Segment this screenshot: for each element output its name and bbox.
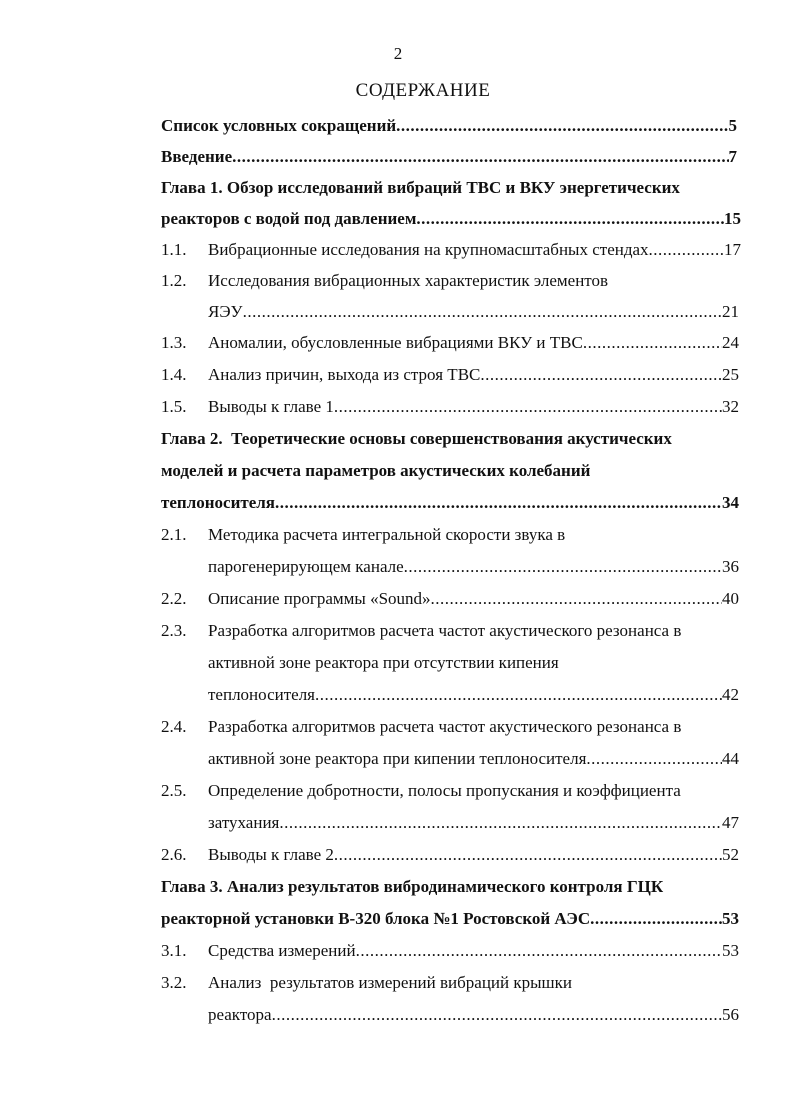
toc-chapter-3-line2 [161, 906, 739, 932]
dot-leader [431, 586, 722, 612]
toc-entry-text: Исследования вибрационных характеристик элементов [208, 271, 609, 290]
toc-page-number: 24 [722, 333, 739, 352]
toc-entry-3-2-line2 [208, 1002, 739, 1028]
toc-entry-number: 2.5. [161, 781, 187, 800]
dot-leader [232, 144, 728, 170]
toc-entry-number: 2.4. [161, 717, 187, 736]
toc-entry-text: Разработка алгоритмов расчета частот акустического резонанса в [208, 621, 682, 640]
toc-entry-text: Глава 3. Анализ результатов вибродинамического контроля ГЦК [161, 877, 664, 896]
toc-entry-2-4-line2 [208, 746, 739, 772]
toc-entry-3-1 [161, 938, 739, 964]
toc-chapter-2-line1 [161, 426, 761, 452]
toc-entry-2-3-line1 [161, 618, 761, 644]
toc-entry-text: Введение [161, 147, 233, 166]
toc-entry-text: ЯЭУ [208, 302, 243, 321]
toc-entry-2-5-line1 [161, 778, 761, 804]
toc-entry-1-2-line1 [161, 268, 761, 294]
toc-entry-text: моделей и расчета параметров акустических колебаний [161, 461, 591, 480]
toc-entry-3-2-line1 [161, 970, 761, 996]
toc-entry-2-3-line2 [208, 650, 748, 676]
toc-page-number: 25 [722, 365, 739, 384]
toc-page-number: 42 [722, 685, 739, 704]
toc-entry-text: Вибрационные исследования на крупномасштабных стендах [208, 240, 649, 259]
toc-entry-text: активной зоне реактора при отсутствии кипения [208, 653, 559, 672]
toc-entry-number: 1.2. [161, 271, 187, 290]
toc-entry-number: 3.2. [161, 973, 187, 992]
toc-page-number: 34 [722, 493, 739, 512]
dot-leader [243, 299, 722, 325]
toc-entry-2-1-line1 [161, 522, 761, 548]
toc-entry-2-6 [161, 842, 739, 868]
toc-page-number: 52 [722, 845, 739, 864]
toc-page-number: 5 [728, 116, 737, 135]
toc-entry-text: реактора [208, 1005, 272, 1024]
toc-chapter-2-line3 [161, 490, 739, 516]
toc-entry-2-3-line3 [208, 682, 739, 708]
toc-entry-2-5-line2 [208, 810, 739, 836]
dot-leader [272, 1002, 722, 1028]
dot-leader [649, 237, 724, 263]
toc-entry-text: теплоносителя [161, 493, 275, 512]
dot-leader [396, 113, 728, 139]
toc-page-number: 44 [722, 749, 739, 768]
toc-chapter-3-line1 [161, 874, 761, 900]
toc-entry-number: 2.2. [161, 589, 187, 608]
toc-entry-text: реакторной установки В-320 блока №1 Ростовской АЭС [161, 909, 591, 928]
toc-entry-text: реакторов с водой под давлением [161, 209, 417, 228]
toc-entry-text: теплоносителя [208, 685, 315, 704]
toc-entry-text: активной зоне реактора при кипении теплоносителя [208, 749, 587, 768]
toc-entry-text: Анализ результатов измерений вибраций крышки [208, 973, 572, 992]
dot-leader [416, 206, 724, 232]
toc-entry-number: 1.4. [161, 365, 187, 384]
toc-chapter-1-line1 [161, 175, 761, 201]
toc-entry-text: Глава 1. Обзор исследований вибраций ТВС и ВКУ энергетических [161, 178, 680, 197]
toc-entry-number: 1.3. [161, 333, 187, 352]
toc-entry-text: Анализ причин, выхода из строя ТВС [208, 365, 481, 384]
dot-leader [315, 682, 722, 708]
toc-entry-text: Описание программы «Sound» [208, 589, 431, 608]
toc-entry-1-5 [161, 394, 739, 420]
toc-page-number: 47 [722, 813, 739, 832]
dot-leader [279, 810, 722, 836]
toc-entry-number: 1.1. [161, 240, 187, 259]
toc-entry-text: парогенерирующем канале [208, 557, 404, 576]
dot-leader [590, 906, 722, 932]
toc-page-number: 17 [724, 240, 741, 259]
toc-entry-text: Определение добротности, полосы пропускания и коэффициента [208, 781, 681, 800]
toc-page-number: 36 [722, 557, 739, 576]
toc-page-number: 21 [722, 302, 739, 321]
toc-entry-introduction [161, 144, 737, 170]
toc-entry-number: 2.6. [161, 845, 187, 864]
toc-entry-number: 1.5. [161, 397, 187, 416]
dot-leader [404, 554, 722, 580]
toc-title-text: СОДЕРЖАНИЕ [355, 80, 491, 101]
toc-entry-text: Методика расчета интегральной скорости звука в [208, 525, 566, 544]
dot-leader [356, 938, 722, 964]
toc-page-number: 7 [728, 147, 737, 166]
toc-entry-text: затухания [208, 813, 280, 832]
dot-leader [586, 746, 722, 772]
toc-entry-2-1-line2 [208, 554, 739, 580]
toc-entry-text: Аномалии, обусловленные вибрациями ВКУ и ТВС [208, 333, 583, 352]
toc-page-number: 32 [722, 397, 739, 416]
dot-leader [334, 394, 722, 420]
toc-entry-1-4 [161, 362, 739, 388]
toc-entry-2-4-line1 [161, 714, 761, 740]
toc-entry-number: 2.3. [161, 621, 187, 640]
toc-entry-text: Разработка алгоритмов расчета частот акустического резонанса в [208, 717, 682, 736]
toc-chapter-1-line2 [161, 206, 741, 232]
toc-page-number: 53 [722, 941, 739, 960]
dot-leader [275, 490, 722, 516]
page-number: 2 [393, 44, 403, 63]
toc-entry-abbreviations [161, 113, 737, 139]
toc-entry-text: Список условных сокращений [161, 116, 397, 135]
toc-page-number: 15 [724, 209, 741, 228]
toc-entry-2-2 [161, 586, 739, 612]
toc-title [0, 80, 796, 102]
toc-entry-text: Выводы к главе 1 [208, 397, 334, 416]
toc-entry-1-2-line2 [208, 299, 739, 325]
dot-leader [334, 842, 722, 868]
toc-page-number: 40 [722, 589, 739, 608]
dot-leader [583, 330, 722, 356]
toc-entry-text: Выводы к главе 2 [208, 845, 334, 864]
toc-entry-text: Средства измерений [208, 941, 356, 960]
toc-entry-number: 2.1. [161, 525, 187, 544]
dot-leader [480, 362, 722, 388]
toc-chapter-2-line2 [161, 458, 761, 484]
toc-entry-1-3 [161, 330, 739, 356]
toc-entry-text: Глава 2. Теоретические основы совершенствования акустических [161, 429, 672, 448]
toc-entry-1-1 [161, 237, 741, 263]
toc-entry-number: 3.1. [161, 941, 187, 960]
toc-page-number: 53 [722, 909, 739, 928]
toc-page-number: 56 [722, 1005, 739, 1024]
